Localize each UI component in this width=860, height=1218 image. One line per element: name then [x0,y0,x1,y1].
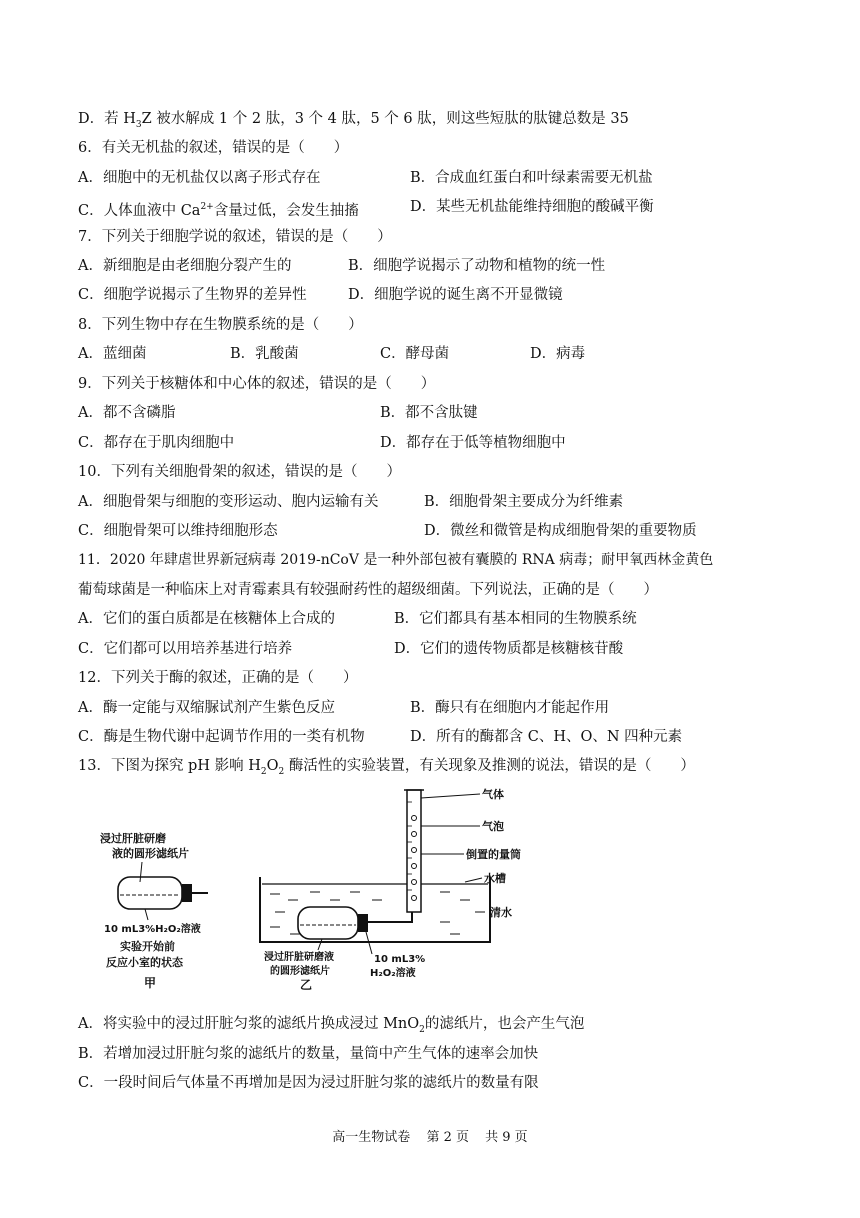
stopper-jia [182,884,192,902]
q11-option-d: D．它们的遗传物质都是核糖核苷酸 [394,641,624,657]
q9-option-b: B．都不含肽键 [380,405,478,421]
q7-option-a: A．新细胞是由老细胞分裂产生的 [78,258,292,274]
q9-option-a: A．都不含磷脂 [78,405,176,421]
jia-solution-label: 10 mL3%H₂O₂溶液 [104,924,201,935]
q12-option-b: B．酶只有在细胞内才能起作用 [410,700,610,716]
q5-option-d: D．若 $H_3Z$ 被水解成 1 个 2 肽，3 个 4 肽，5 个 6 肽，则这些短肽的肽键总数是 35 [78,111,629,130]
q10-option-c: C．细胞骨架可以维持细胞形态 [78,523,278,539]
page-footer [0,1126,860,1145]
q13-option-c: C．一段时间后气体量不再增加是因为浸过肝脏匀浆的滤纸片的数量有限 [78,1075,539,1091]
cylinder-label: 倒置的量筒 [466,848,521,861]
q6-option-d: D．某些无机盐能维持细胞的酸碱平衡 [410,199,654,215]
question-11-line-2: 葡萄球菌是一种临床上对青霉素具有较强耐药性的超级细菌。下列说法，正确的是（ ） [78,582,658,598]
q7-option-d: D．细胞学说的诞生离不开显微镜 [348,287,563,303]
q11-option-b: B．它们都具有基本相同的生物膜系统 [394,611,637,627]
q6-option-a: A．细胞中的无机盐仅以离子形式存在 [78,170,321,186]
yi-label-1: 浸过肝脏研磨液 [264,952,334,963]
q9-option-d: D．都存在于低等植物细胞中 [380,435,566,451]
q7-option-c: C．细胞学说揭示了生物界的差异性 [78,287,307,303]
reaction-chamber-yi [298,907,358,939]
figure-jia [100,831,208,990]
q8-option-b: B．乳酸菌 [230,346,299,362]
gas-label: 气体 [482,788,504,801]
q9-option-c: C．都存在于肌肉细胞中 [78,435,235,451]
q11-option-a: A．它们的蛋白质都是在核糖体上合成的 [78,611,335,627]
q11-option-c: C．它们都可以用培养基进行培养 [78,641,293,657]
question-8: 8．下列生物中存在生物膜系统的是（ ） [78,317,363,333]
q12-option-d: D．所有的酶都含 C、H、O、N 四种元素 [410,729,683,745]
q12-option-c: C．酶是生物代谢中起调节作用的一类有机物 [78,729,365,745]
yi-solution-2: H₂O₂溶液 [370,968,416,979]
jia-label-2: 液的圆形滤纸片 [112,847,189,860]
q13-option-b: B．若增加浸过肝脏匀浆的滤纸片的数量，量筒中产生气体的速率会加快 [78,1046,539,1062]
trough-label: 水槽 [484,872,506,885]
q10-option-b: B．细胞骨架主要成分为纤维素 [424,494,624,510]
q7-option-b: B．细胞学说揭示了动物和植物的统一性 [348,258,606,274]
footer-title: 高一生物试卷 [332,1130,411,1145]
experiment-figure [90,782,530,992]
yi-label-2: 的圆形滤纸片 [270,966,330,977]
question-12: 12．下列关于酶的叙述，正确的是（ ） [78,670,358,686]
q8-option-d: D．病毒 [530,346,586,362]
q6-option-c: C．人体血液中 $Ca^{2+}$含量过低，会发生抽搐 [78,202,359,219]
q8-option-c: C．酵母菌 [380,346,450,362]
question-10: 10．下列有关细胞骨架的叙述，错误的是（ ） [78,464,401,480]
inverted-cylinder [407,790,421,912]
jia-caption: 甲 [144,976,157,990]
reaction-chamber-jia [118,877,182,909]
yi-solution-1: 10 mL3% [374,954,426,965]
footer-total: 共 9 页 [485,1130,528,1145]
q13-option-a: A．将实验中的浸过肝脏匀浆的滤纸片换成浸过 MnO$_2$的滤纸片，也会产生气泡 [78,1016,585,1035]
stopper-yi [358,914,368,932]
q6-option-b: B．合成血红蛋白和叶绿素需要无机盐 [410,170,653,186]
question-9: 9．下列关于核糖体和中心体的叙述，错误的是（ ） [78,376,436,392]
q10-option-a: A．细胞骨架与细胞的变形运动、胞内运输有关 [78,494,379,510]
jia-state-2: 反应小室的状态 [106,956,183,969]
question-11-line-1: 11．2020 年肆虐世界新冠病毒 2019-nCoV 是一种外部包被有囊膜的 RNA 病毒；耐甲氧西林金黄色 [78,552,714,568]
yi-caption: 乙 [300,978,313,992]
q12-option-a: A．酶一定能与双缩脲试剂产生紫色反应 [78,700,335,716]
delivery-tube [368,902,412,922]
water-label: 清水 [490,906,512,919]
question-6: 6．有关无机盐的叙述，错误的是（ ） [78,140,349,156]
jia-label-1: 浸过肝脏研磨 [100,832,166,845]
footer-page: 第 2 页 [426,1130,469,1145]
water-trough [260,877,490,942]
question-13: 13．下图为探究 pH 影响 $H_2O_2$ 酶活性的实验装置，有关现象及推测的说法，错误的是（ ） [78,758,695,777]
jia-state-1: 实验开始前 [120,940,175,953]
bubble-label: 气泡 [482,820,504,833]
q8-option-a: A．蓝细菌 [78,346,147,362]
figure-yi [260,787,521,992]
q10-option-d: D．微丝和微管是构成细胞骨架的重要物质 [424,523,697,539]
question-7: 7．下列关于细胞学说的叙述，错误的是（ ） [78,229,392,245]
